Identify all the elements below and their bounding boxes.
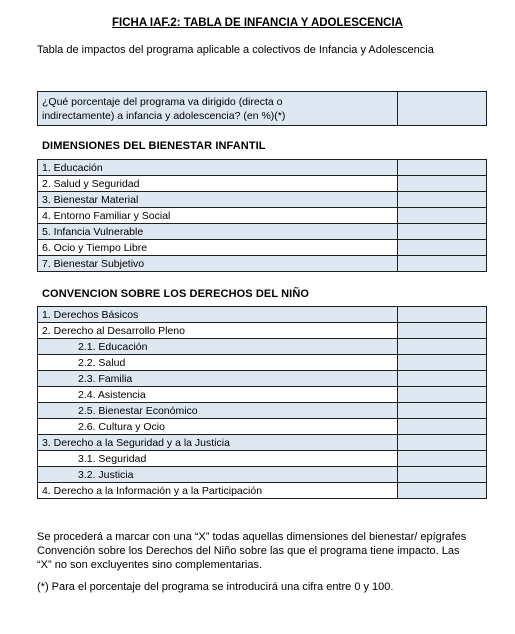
intro-text: Tabla de impactos del programa aplicable a colectivos de Infancia y Adolescencia bbox=[37, 44, 434, 56]
convention-mark-cell[interactable] bbox=[398, 419, 487, 435]
percentage-question-row bbox=[38, 92, 487, 126]
convention-sublabel: 2.2. Salud bbox=[38, 355, 398, 371]
convention-label: 3. Derecho a la Seguridad y a la Justicia bbox=[38, 435, 398, 451]
dimension-label: 6. Ocio y Tiempo Libre bbox=[38, 240, 398, 256]
percentage-question-label bbox=[38, 92, 398, 126]
dimension-mark-cell[interactable] bbox=[398, 192, 487, 208]
dimension-label: 2. Salud y Seguridad bbox=[38, 176, 398, 192]
dimension-mark-cell[interactable] bbox=[398, 160, 487, 176]
convention-mark-cell[interactable] bbox=[398, 467, 487, 483]
convention-mark-cell[interactable] bbox=[398, 387, 487, 403]
convention-sublabel: 3.2. Justicia bbox=[38, 467, 398, 483]
percentage-footnote: (*) Para el porcentaje del programa se introducirá una cifra entre 0 y 100. bbox=[37, 581, 394, 593]
convention-sublabel: 3.1. Seguridad bbox=[38, 451, 398, 467]
convention-mark-cell[interactable] bbox=[398, 435, 487, 451]
dimension-mark-cell[interactable] bbox=[398, 208, 487, 224]
convention-sublabel: 2.5. Bienestar Económico bbox=[38, 403, 398, 419]
form-title-text: FICHA IAF.2: TABLA DE INFANCIA Y ADOLESCENCIA bbox=[112, 17, 403, 29]
dimension-mark-cell[interactable] bbox=[398, 240, 487, 256]
dimension-label: 7. Bienestar Subjetivo bbox=[38, 256, 398, 272]
dimension-mark-cell[interactable] bbox=[398, 176, 487, 192]
convention-label: 1. Derechos Básicos bbox=[38, 307, 398, 323]
dimension-label: 1. Educación bbox=[38, 160, 398, 176]
instructions-line3: “X” no son excluyentes sino complementarias. bbox=[37, 559, 262, 571]
convention-mark-cell[interactable] bbox=[398, 355, 487, 371]
dimension-label: 3. Bienestar Material bbox=[38, 192, 398, 208]
form-title bbox=[0, 17, 515, 29]
dimension-label: 5. Infancia Vulnerable bbox=[38, 224, 398, 240]
dimension-mark-cell[interactable] bbox=[398, 224, 487, 240]
convention-mark-cell[interactable] bbox=[398, 339, 487, 355]
dimensions-table bbox=[37, 159, 487, 272]
convention-table bbox=[37, 306, 487, 499]
convention-sublabel: 2.4. Asistencia bbox=[38, 387, 398, 403]
convention-mark-cell[interactable] bbox=[398, 451, 487, 467]
convention-mark-cell[interactable] bbox=[398, 403, 487, 419]
convention-mark-cell[interactable] bbox=[398, 483, 487, 499]
convention-mark-cell[interactable] bbox=[398, 371, 487, 387]
instructions-line1: Se procederá a marcar con una “X” todas aquellas dimensiones del bienestar/ epígrafes bbox=[37, 531, 467, 543]
convention-label: 2. Derecho al Desarrollo Pleno bbox=[38, 323, 398, 339]
dimensions-heading: DIMENSIONES DEL BIENESTAR INFANTIL bbox=[42, 140, 266, 152]
convention-sublabel: 2.3. Familia bbox=[38, 371, 398, 387]
convention-heading: CONVENCION SOBRE LOS DERECHOS DEL NIÑO bbox=[42, 288, 310, 300]
dimension-mark-cell[interactable] bbox=[398, 256, 487, 272]
percentage-question-table bbox=[37, 91, 487, 126]
convention-label: 4. Derecho a la Información y a la Participación bbox=[38, 483, 398, 499]
convention-sublabel: 2.6. Cultura y Ocio bbox=[38, 419, 398, 435]
instructions-line2: Convención sobre los Derechos del Niño sobre las que el programa tiene impacto. Las bbox=[37, 545, 460, 557]
percentage-question-line1: ¿Qué porcentaje del programa va dirigido (directa o bbox=[42, 95, 283, 108]
convention-mark-cell[interactable] bbox=[398, 323, 487, 339]
dimension-label: 4. Entorno Familiar y Social bbox=[38, 208, 398, 224]
instructions-note bbox=[37, 530, 487, 572]
percentage-question-line2: indirectamente) a infancia y adolescencia? (en %)(*) bbox=[42, 109, 286, 122]
convention-sublabel: 2.1. Educación bbox=[38, 339, 398, 355]
percentage-input-cell[interactable] bbox=[398, 92, 487, 126]
convention-mark-cell[interactable] bbox=[398, 307, 487, 323]
